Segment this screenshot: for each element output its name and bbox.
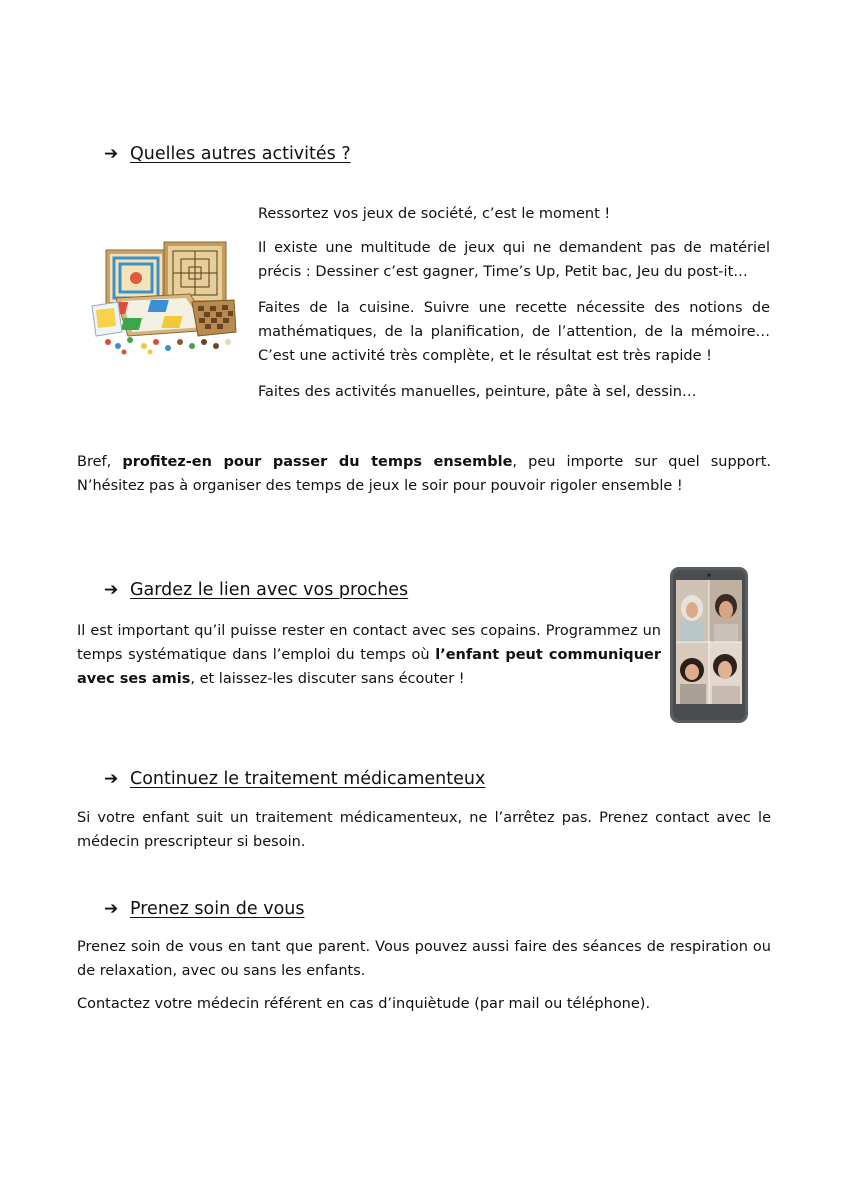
heading-treatment <box>104 769 485 789</box>
summary-emphasis: profitez-en pour passer du temps ensemble <box>122 454 513 470</box>
activities-paragraph-1: Ressortez vos jeux de société, c’est le moment ! <box>258 206 611 222</box>
arrow-right-icon: ➔ <box>104 580 119 600</box>
heading-activities-text: Quelles autres activités ? <box>130 144 351 164</box>
heading-contact <box>104 580 408 600</box>
heading-selfcare-text: Prenez soin de vous <box>130 899 305 919</box>
contact-emphasis: l’enfant peut communiquer avec ses amis <box>77 647 661 687</box>
summary-rest: , peu importe sur quel support. N’hésitez pas à organiser des temps de jeux le soir pour pouvoir rigoler ensemble ! <box>77 454 771 494</box>
heading-activities <box>104 144 351 164</box>
summary-lead: Bref, <box>77 454 123 470</box>
activities-paragraph-3: Faites de la cuisine. Suivre une recette nécessite des notions de mathématiques, de la planification, de l’attention, de la mémoire… C’est une activité très complète, et le résultat est très rapide ! <box>258 300 770 364</box>
contact-paragraph <box>77 619 661 691</box>
heading-treatment-text: Continuez le traitement médicamenteux <box>130 769 486 789</box>
contact-rest: , et laissez-les discuter sans écouter ! <box>190 671 465 687</box>
heading-contact-text: Gardez le lien avec vos proches <box>130 580 409 600</box>
activities-paragraph-4: Faites des activités manuelles, peinture, pâte à sel, dessin… <box>258 384 697 400</box>
smartphone-video-call-illustration <box>668 566 750 726</box>
selfcare-paragraph-1: Prenez soin de vous en tant que parent. Vous pouvez aussi faire des séances de respiration ou de relaxation, avec ou sans les enfants. <box>77 939 771 979</box>
arrow-right-bold-icon: ➔ <box>104 899 119 919</box>
treatment-paragraph: Si votre enfant suit un traitement médicamenteux, ne l’arrêtez pas. Prenez contact avec le médecin prescripteur si besoin. <box>77 810 771 850</box>
heading-selfcare <box>104 899 304 919</box>
board-games-illustration <box>88 236 238 358</box>
arrow-right-bold-icon: ➔ <box>104 769 119 789</box>
arrow-right-icon: ➔ <box>104 144 119 164</box>
activities-paragraph-2: Il existe une multitude de jeux qui ne demandent pas de matériel précis : Dessiner c’est gagner, Time’s Up, Petit bac, Jeu du post-it… <box>258 240 770 280</box>
activities-summary <box>77 450 771 498</box>
selfcare-paragraph-2: Contactez votre médecin référent en cas d’inquiètude (par mail ou téléphone). <box>77 996 651 1012</box>
contact-lead: Il est important qu’il puisse rester en contact avec ses copains. Programmez un temps systématique dans l’emploi du temps où <box>77 623 661 663</box>
